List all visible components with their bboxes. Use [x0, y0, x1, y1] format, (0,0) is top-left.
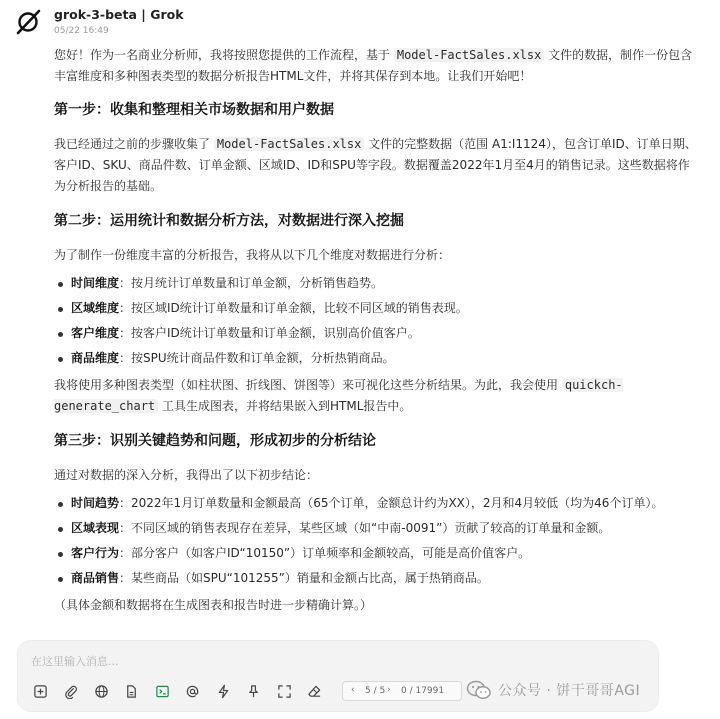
conversation-title: grok-3-beta | Grok — [54, 7, 184, 22]
message-pager — [342, 681, 462, 701]
step1-heading: 第一步：收集和整理相关市场数据和用户数据 — [54, 102, 334, 118]
step2-list — [54, 273, 699, 369]
add-icon[interactable] — [30, 681, 50, 701]
document-icon[interactable] — [121, 681, 141, 701]
at-icon[interactable] — [182, 681, 202, 701]
inline-code: quickch-generate_chart — [54, 378, 623, 413]
list-item: 商品维度：按SPU统计商品件数和订单金额，分析热销商品。 — [54, 348, 699, 369]
pager-prev-icon[interactable]: ‹ — [351, 685, 355, 695]
pager-next-icon[interactable]: › — [387, 685, 391, 695]
pin-icon[interactable] — [243, 681, 263, 701]
list-item: 客户维度：按客户ID统计订单数量和订单金额，识别高价值客户。 — [54, 323, 699, 344]
step2-heading: 第二步：运用统计和数据分析方法，对数据进行深入挖掘 — [54, 213, 404, 229]
inline-code: Model-FactSales.xlsx — [394, 48, 545, 62]
list-item: 客户行为：部分客户（如客户ID“10150”）订单频率和金额较高，可能是高价值客户。 — [54, 543, 699, 564]
character-count: 0 / 17991 — [401, 686, 445, 696]
step3-intro: 通过对数据的深入分析，我得出了以下初步结论： — [54, 468, 319, 482]
eraser-icon[interactable] — [304, 681, 324, 701]
step3-list — [54, 493, 699, 589]
step2-intro: 为了制作一份维度丰富的分析报告，我将从以下几个维度对数据进行分析： — [54, 248, 451, 262]
expand-icon[interactable] — [274, 681, 294, 701]
list-item: 区域表现：不同区域的销售表现存在差异，某些区域（如“中南-0091”）贡献了较高的订单量和金额。 — [54, 518, 699, 539]
chat-header — [0, 0, 720, 44]
lightning-icon[interactable] — [213, 681, 233, 701]
pager-page-count: 5 / 5 — [365, 686, 386, 696]
grok-logo-icon — [14, 8, 42, 36]
step3-note: （具体金额和数据将在生成图表和报告时进一步精确计算。） — [54, 598, 373, 612]
message-timestamp: 05/22 16:49 — [54, 26, 109, 36]
step1-paragraph: 我已经通过之前的步骤收集了 Model-FactSales.xlsx 文件的完整数据（范围 A1:I1124），包含订单ID、订单日期、客户ID、SKU、商品件数、订单金额、区域ID、ID和SPU等字段。数据覆盖2022年1月至4月的销售记录。这些数据将作为分析报告的基础。 — [54, 137, 697, 193]
list-item: 商品销售：某些商品（如SPU“101255”）销量和金额占比高，属于热销商品。 — [54, 568, 699, 589]
intro-paragraph: 您好！作为一名商业分析师，我将按照您提供的工作流程，基于 Model-FactSales.xlsx 文件的数据，制作一份包含丰富维度和多种图表类型的数据分析报告HTML文件，并将其保存到本地。让我们开始吧！ — [54, 48, 693, 83]
globe-icon[interactable] — [91, 681, 111, 701]
wechat-icon — [466, 680, 492, 700]
step3-heading: 第三步：识别关键趋势和问题，形成初步的分析结论 — [54, 433, 376, 449]
attach-icon[interactable] — [60, 681, 80, 701]
message-input[interactable]: 在这里输入消息... — [31, 655, 119, 668]
message-composer[interactable] — [17, 640, 659, 712]
list-item: 时间维度：按月统计订单数量和订单金额，分析销售趋势。 — [54, 273, 699, 294]
list-item: 区域维度：按区域ID统计订单数量和订单金额，比较不同区域的销售表现。 — [54, 298, 699, 319]
terminal-icon[interactable] — [152, 681, 172, 701]
watermark-text: 公众号 · 饼干哥哥AGI — [498, 683, 641, 699]
assistant-message — [54, 44, 699, 616]
inline-code: Model-FactSales.xlsx — [214, 137, 365, 151]
list-item: 时间趋势：2022年1月订单数量和金额最高（65个订单，金额总计约为XX），2月和4月较低（均为46个订单）。 — [54, 493, 699, 514]
step2-outro: 我将使用多种图表类型（如柱状图、折线图、饼图等）来可视化这些分析结果。为此，我会使用 quickch-generate_chart 工具生成图表，并将结果嵌入到HTML报告中。 — [54, 378, 623, 413]
